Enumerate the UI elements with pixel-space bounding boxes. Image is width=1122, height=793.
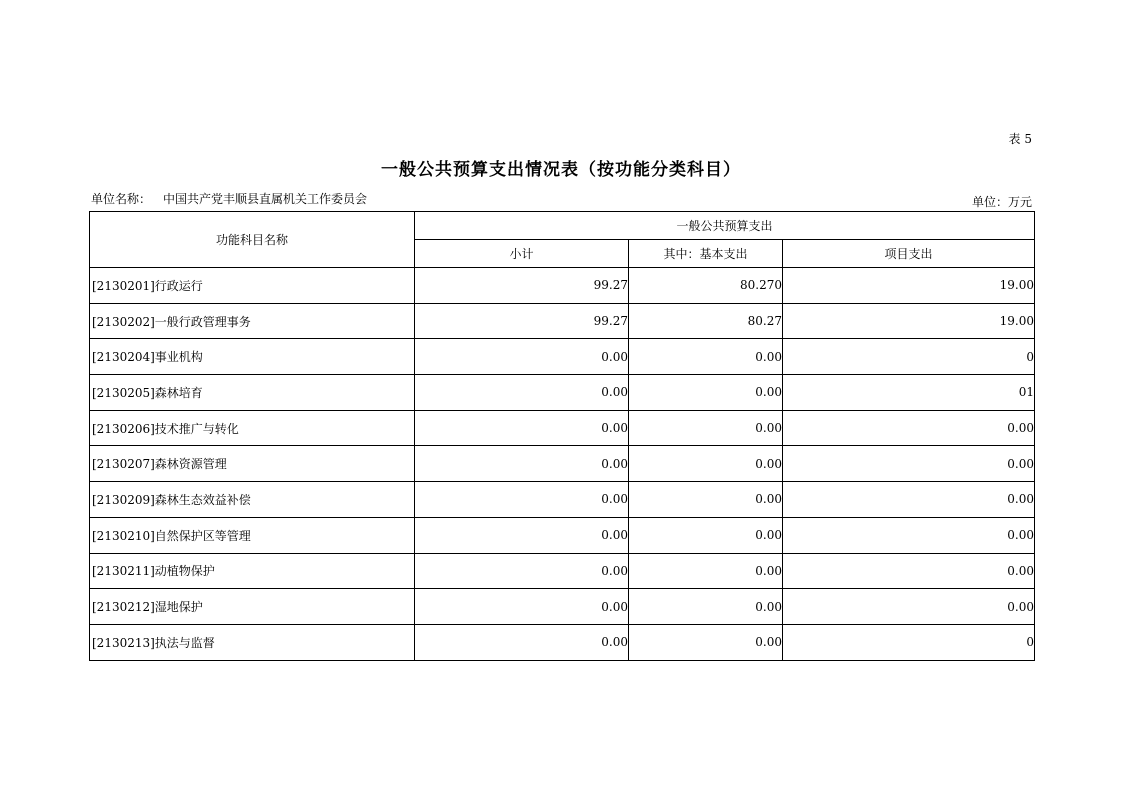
table-row — [90, 339, 1035, 375]
row-subtotal: 0.00 — [415, 446, 629, 482]
row-name: [2130213]执法与监督 — [90, 624, 415, 660]
row-basic: 0.00 — [629, 624, 783, 660]
table-row — [90, 268, 1035, 304]
row-name: [2130206]技术推广与转化 — [90, 410, 415, 446]
row-subtotal: 99.27 — [415, 303, 629, 339]
row-basic: 0.00 — [629, 482, 783, 518]
unit-name — [91, 190, 367, 207]
row-project: 19.00 — [783, 303, 1035, 339]
table-body — [90, 268, 1035, 661]
row-project: 0.00 — [783, 482, 1035, 518]
table-row — [90, 303, 1035, 339]
row-name: [2130210]自然保护区等管理 — [90, 517, 415, 553]
row-subtotal: 0.00 — [415, 624, 629, 660]
header-function-name: 功能科目名称 — [90, 212, 415, 268]
table-row — [90, 410, 1035, 446]
table-row — [90, 446, 1035, 482]
row-basic: 0.00 — [629, 517, 783, 553]
table-row — [90, 589, 1035, 625]
row-name: [2130204]事业机构 — [90, 339, 415, 375]
row-project: 01 — [783, 375, 1035, 411]
row-basic: 0.00 — [629, 410, 783, 446]
row-subtotal: 0.00 — [415, 339, 629, 375]
row-project: 0 — [783, 339, 1035, 375]
money-unit: 单位：万元 — [971, 195, 1032, 209]
row-basic: 0.00 — [629, 375, 783, 411]
row-subtotal: 0.00 — [415, 553, 629, 589]
row-subtotal: 99.27 — [415, 268, 629, 304]
unit-name-label: 单位名称： — [91, 192, 152, 206]
page-title: 一般公共预算支出情况表（按功能分类科目） — [381, 160, 741, 180]
row-name: [2130212]湿地保护 — [90, 589, 415, 625]
row-subtotal: 0.00 — [415, 410, 629, 446]
row-project: 0.00 — [783, 446, 1035, 482]
row-name: [2130211]动植物保护 — [90, 553, 415, 589]
row-project: 0 — [783, 624, 1035, 660]
table-row — [90, 482, 1035, 518]
row-project: 0.00 — [783, 589, 1035, 625]
table-number: 表 5 — [1008, 132, 1032, 146]
header-project: 项目支出 — [783, 240, 1035, 268]
row-basic: 80.27 — [629, 303, 783, 339]
table-row — [90, 375, 1035, 411]
row-name: [2130207]森林资源管理 — [90, 446, 415, 482]
unit-name-value: 中国共产党丰顺县直属机关工作委员会 — [163, 192, 368, 206]
header-basic: 其中：基本支出 — [629, 240, 783, 268]
row-basic: 0.00 — [629, 446, 783, 482]
row-project: 19.00 — [783, 268, 1035, 304]
row-name: [2130209]森林生态效益补偿 — [90, 482, 415, 518]
row-name: [2130205]森林培育 — [90, 375, 415, 411]
row-basic: 80.270 — [629, 268, 783, 304]
row-subtotal: 0.00 — [415, 517, 629, 553]
row-project: 0.00 — [783, 410, 1035, 446]
row-name: [2130201]行政运行 — [90, 268, 415, 304]
header-subtotal: 小计 — [415, 240, 629, 268]
table-row — [90, 624, 1035, 660]
budget-table — [89, 211, 1035, 661]
row-subtotal: 0.00 — [415, 375, 629, 411]
header-budget-group: 一般公共预算支出 — [415, 212, 1035, 240]
table-row — [90, 517, 1035, 553]
row-basic: 0.00 — [629, 553, 783, 589]
row-project: 0.00 — [783, 517, 1035, 553]
row-project: 0.00 — [783, 553, 1035, 589]
row-name: [2130202]一般行政管理事务 — [90, 303, 415, 339]
row-basic: 0.00 — [629, 339, 783, 375]
row-subtotal: 0.00 — [415, 589, 629, 625]
table-row — [90, 553, 1035, 589]
row-basic: 0.00 — [629, 589, 783, 625]
row-subtotal: 0.00 — [415, 482, 629, 518]
